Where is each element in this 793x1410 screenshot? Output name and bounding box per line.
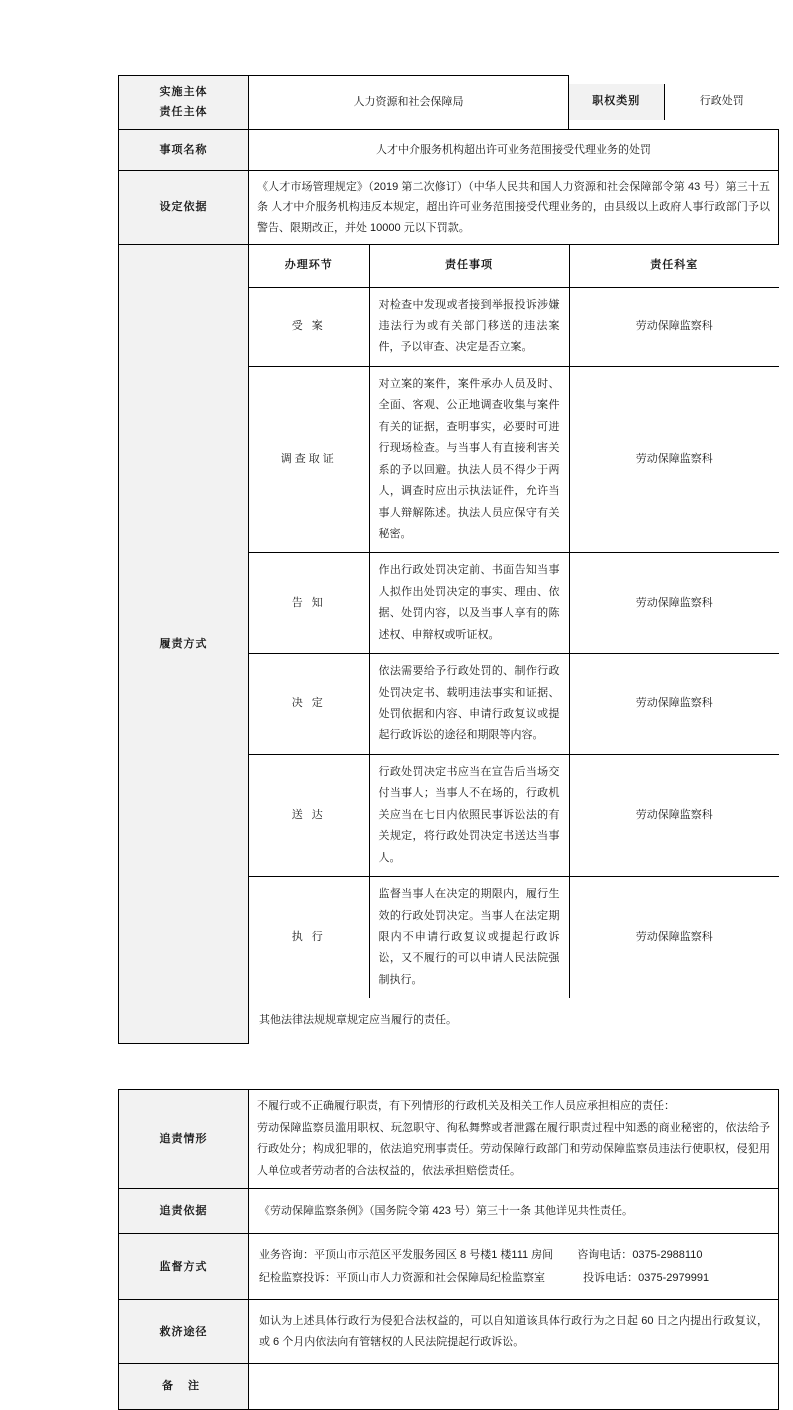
duty-stage-name: 决 定 — [249, 654, 369, 755]
duty-stage-name: 调查取证 — [249, 366, 369, 553]
accountability-label: 追责情形 — [119, 1090, 249, 1189]
subject-label-line2: 责任主体 — [159, 106, 208, 119]
remedy-value: 如认为上述具体行政行为侵犯合法权益的，可以自知道该具体行政行为之日起 60 日之内提出行政复议，或 6 个月内依法向有管辖权的人民法院提起行政诉讼。 — [249, 1300, 779, 1364]
remark-label: 备 注 — [119, 1364, 249, 1410]
duty-stage-row — [249, 366, 779, 553]
authority-type-label: 职权类别 — [569, 84, 664, 119]
duty-stage-row — [249, 553, 779, 654]
duty-stage-row — [249, 877, 779, 999]
item-name-value: 人才中介服务机构超出许可业务范围接受代理业务的处罚 — [249, 129, 779, 170]
supervision-consult-text: 业务咨询：平顶山市示范区平发服务园区 8 号楼1 楼111 房间 — [259, 1249, 554, 1262]
supervision-consult-phone: 0375-2988110 — [632, 1249, 703, 1262]
supervision-line-2 — [259, 1267, 768, 1290]
duty-stage-row — [249, 754, 779, 876]
remark-value — [249, 1364, 779, 1410]
item-name-label: 事项名称 — [119, 129, 249, 170]
subject-value-cell: 人力资源和社会保障局 — [249, 76, 569, 130]
duty-header-dept: 责任科室 — [569, 245, 779, 287]
duty-stage-department: 劳动保障监察科 — [569, 754, 779, 876]
duty-stage-description: 行政处罚决定书应当在宣告后当场交付当事人；当事人不在场的，行政机关应当在七日内依照民事诉讼法的有关规定，将行政处罚决定书送达当事人。 — [369, 754, 569, 876]
duty-footer-row — [249, 998, 779, 1043]
duty-stage-description: 对立案的案件，案件承办人员及时、全面、客观、公正地调查收集与案件有关的证据，查明事实，必要时可进行现场检查。与当事人有直接利害关系的予以回避。执法人员不得少于两人，调查时应出示执法证件，允许当事人辩解陈述。执法人员应保守有关秘密。 — [369, 366, 569, 553]
accountability-line-1: 不履行或不正确履行职责，有下列情形的行政机关及相关工作人员应承担相应的责任： — [257, 1100, 675, 1113]
duty-stage-department: 劳动保障监察科 — [569, 553, 779, 654]
accountability-table — [118, 1089, 779, 1410]
subject-label-line1: 实施主体 — [159, 86, 208, 98]
duty-stage-description: 监督当事人在决定的期限内，履行生效的行政处罚决定。当事人在法定期限内不申请行政复议或提起行政诉讼，又不履行的可以申请人民法院强制执行。 — [369, 877, 569, 999]
duty-label: 履责方式 — [119, 245, 249, 1044]
accountability-value — [249, 1090, 779, 1189]
duty-stage-description: 依法需要给予行政处罚的、制作行政处罚决定书、载明违法事实和证据、处罚依据和内容、申请行政复议或提起行政诉讼的途径和期限等内容。 — [369, 654, 569, 755]
authority-type-wrap — [569, 76, 779, 130]
subject-label-cell — [119, 76, 249, 130]
duty-stage-name: 告 知 — [249, 553, 369, 654]
responsibility-list-table — [118, 75, 779, 1044]
table-row-remedy — [119, 1300, 779, 1364]
table-row-supervision — [119, 1234, 779, 1300]
accountability-basis-label: 追责依据 — [119, 1188, 249, 1233]
duty-stage-department: 劳动保障监察科 — [569, 287, 779, 366]
duty-stage-name: 送 达 — [249, 754, 369, 876]
duty-stage-table-wrap — [249, 245, 779, 1044]
duty-header-item: 责任事项 — [369, 245, 569, 287]
supervision-complaint-text: 纪检监察投诉：平顶山市人力资源和社会保障局纪检监察室 — [259, 1271, 545, 1284]
duty-stage-description: 对检查中发现或者接到举报投诉涉嫌违法行为或有关部门移送的违法案件，予以审查、决定是否立案。 — [369, 287, 569, 366]
supervision-value — [249, 1234, 779, 1300]
supervision-consult-phone-label: 咨询电话： — [577, 1249, 633, 1262]
duty-header-stage: 办理环节 — [249, 245, 369, 287]
duty-stage-table — [249, 245, 779, 1044]
supervision-complaint-phone-label: 投诉电话： — [583, 1271, 639, 1284]
accountability-basis-value: 《劳动保障监察条例》（国务院令第 423 号）第三十一条 其他详见共性责任。 — [249, 1188, 779, 1233]
duty-stage-department: 劳动保障监察科 — [569, 654, 779, 755]
duty-footer-text: 其他法律法规规章规定应当履行的责任。 — [259, 1014, 457, 1027]
table-row-accountability-basis — [119, 1188, 779, 1233]
basis-label: 设定依据 — [119, 171, 249, 245]
table-row-accountability — [119, 1090, 779, 1189]
duty-stage-header-row — [249, 245, 779, 287]
supervision-label: 监督方式 — [119, 1234, 249, 1300]
table-row-duty — [119, 245, 779, 1044]
accountability-line-2: 劳动保障监察员滥用职权、玩忽职守、徇私舞弊或者泄露在履行职责过程中知悉的商业秘密的，依法给予行政处分；构成犯罪的，依法追究刑事责任。劳动保障行政部门和劳动保障监察员违法行使职权，侵犯用人单位或者劳动者的合法权益的，依法承担赔偿责任。 — [257, 1121, 770, 1177]
duty-stage-department: 劳动保障监察科 — [635, 930, 713, 943]
duty-stage-row — [249, 654, 779, 755]
authority-type-value: 行政处罚 — [699, 95, 744, 108]
duty-stage-row — [249, 287, 779, 366]
table-gap-spacer — [118, 1044, 778, 1089]
duty-stage-name: 执 行 — [249, 877, 369, 999]
table-row-remark — [119, 1364, 779, 1410]
table-row-item-name — [119, 129, 779, 170]
duty-stage-department: 劳动保障监察科 — [569, 366, 779, 553]
duty-stage-description: 作出行政处罚决定前、书面告知当事人拟作出处罚决定的事实、理由、依据、处罚内容，以及当事人享有的陈述权、申辩权或听证权。 — [369, 553, 569, 654]
table-row-basis — [119, 171, 779, 245]
remedy-label: 救济途径 — [119, 1300, 249, 1364]
supervision-complaint-phone: 0375-2979991 — [638, 1271, 710, 1284]
table-row-subject — [119, 76, 779, 130]
basis-value: 《人才市场管理规定》（2019 第二次修订）（中华人民共和国人力资源和社会保障部令第 43 号）第三十五条 人才中介服务机构违反本规定，超出许可业务范围接受代理业务的，由县级以上政府人事行政部门予以警告、限期改正，并处 10000 元以下罚款。 — [249, 171, 779, 245]
duty-stage-name: 受 案 — [249, 287, 369, 366]
supervision-line-1 — [259, 1244, 768, 1267]
